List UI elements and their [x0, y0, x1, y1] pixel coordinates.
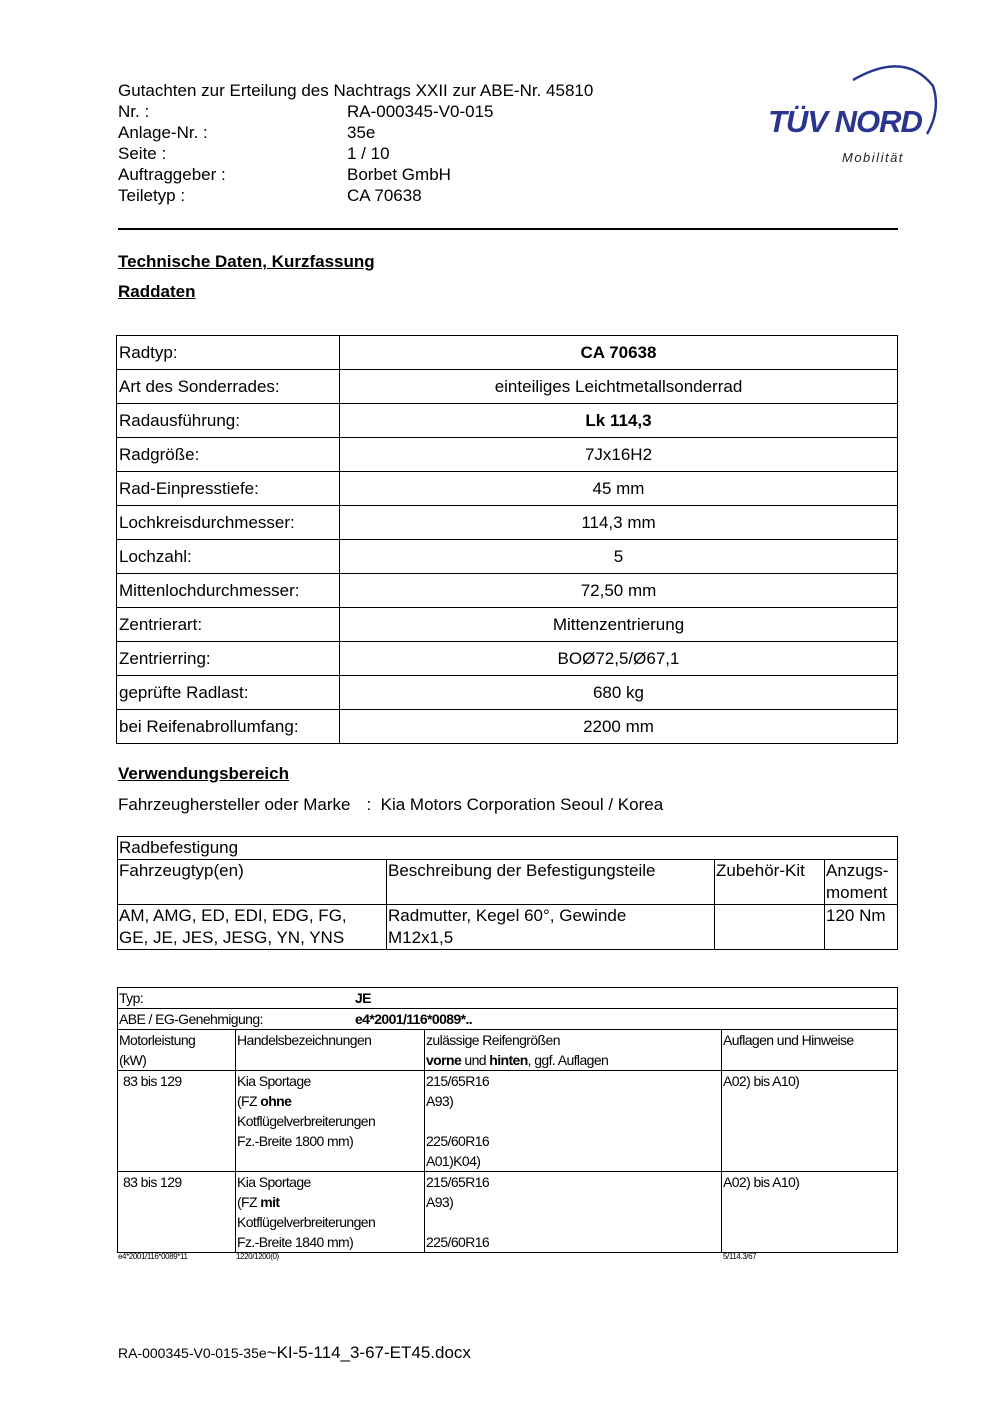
- row-value: Mittenzentrierung: [340, 608, 898, 642]
- header-line: Motorleistung: [119, 1032, 196, 1048]
- table-row: [117, 574, 898, 608]
- cell-line: [237, 1091, 423, 1111]
- column-header-reifengroessen: [425, 1030, 722, 1071]
- cell-text: (FZ: [237, 1194, 261, 1210]
- table-row: [117, 540, 898, 574]
- cell-line: A93): [426, 1194, 454, 1210]
- cell-bold: mit: [260, 1194, 280, 1210]
- row-key: Radgröße:: [117, 438, 340, 472]
- cell-line: 215/65R16: [426, 1073, 490, 1089]
- cell-text: (FZ: [237, 1093, 261, 1109]
- cell-line: Fz.-Breite 1840 mm): [237, 1234, 354, 1250]
- table-row: [117, 472, 898, 506]
- table-row: [117, 438, 898, 472]
- header-line: [426, 1050, 720, 1070]
- table-row: [117, 404, 898, 438]
- manufacturer-separator: :: [366, 795, 372, 814]
- column-header-auflagen: Auflagen und Hinweise: [722, 1030, 898, 1071]
- auflagen-cell: A02) bis A10): [722, 1172, 898, 1253]
- logo-brand: TÜV NORD: [768, 104, 922, 139]
- footnote-pcd: 5/114.3/67: [723, 1252, 757, 1261]
- cell-line: AM, AMG, ED, EDI, EDG, FG,: [119, 906, 347, 925]
- header-text: und: [461, 1052, 490, 1068]
- header-value: CA 70638: [347, 186, 422, 205]
- cell-line: 225/60R16: [426, 1133, 490, 1149]
- row-value: Lk 114,3: [340, 404, 898, 438]
- row-value: 72,50 mm: [340, 574, 898, 608]
- typ-row: [118, 988, 898, 1009]
- manufacturer-value: Kia Motors Corporation Seoul / Korea: [380, 795, 664, 814]
- cell-line: Kotflügelverbreiterungen: [237, 1214, 376, 1230]
- cell-line: A93): [426, 1093, 454, 1109]
- tuv-nord-logo: [765, 58, 940, 168]
- header-label: Anlage-Nr. :: [118, 123, 208, 142]
- manufacturer-label: Fahrzeughersteller oder Marke: [118, 795, 351, 814]
- table-row: [117, 642, 898, 676]
- row-value: 680 kg: [340, 676, 898, 710]
- cell-bold: ohne: [260, 1093, 292, 1109]
- kw-cell: 83 bis 129: [118, 1172, 236, 1253]
- table-title: Radbefestigung: [118, 837, 898, 860]
- header-value: RA-000345-V0-015: [347, 102, 494, 121]
- cell-line: Kotflügelverbreiterungen: [237, 1113, 376, 1129]
- auflagen-cell: A02) bis A10): [722, 1071, 898, 1172]
- document-footer: [118, 1343, 471, 1363]
- typ-cell: [118, 988, 898, 1009]
- section-heading-tech: Technische Daten, Kurzfassung: [118, 252, 375, 271]
- column-header-line: moment: [826, 883, 888, 902]
- cell-line: [237, 1192, 423, 1212]
- cell-line: A01)K04): [426, 1153, 481, 1169]
- header-row-seite: [118, 143, 593, 164]
- anzugsmoment-cell: 120 Nm: [825, 905, 898, 950]
- logo-subtitle: Mobilität: [842, 150, 904, 165]
- footnote-approval: e4*2001/116*0089*11: [118, 1252, 188, 1261]
- handelsbezeichnung-cell: [236, 1172, 425, 1253]
- header-row-auftraggeber: [118, 164, 593, 185]
- header-line: (kW): [119, 1052, 147, 1068]
- column-header: Zubehör-Kit: [715, 860, 825, 905]
- row-key: geprüfte Radlast:: [117, 676, 340, 710]
- row-key: Radausführung:: [117, 404, 340, 438]
- column-header-handelsbezeichnungen: Handelsbezeichnungen: [236, 1030, 425, 1071]
- row-key: Radtyp:: [117, 336, 340, 370]
- table-row: [118, 1172, 898, 1253]
- row-key: Lochzahl:: [117, 540, 340, 574]
- document-header: [118, 80, 593, 206]
- abe-row: [118, 1009, 898, 1030]
- header-label: Nr. :: [118, 102, 150, 121]
- cell-line: GE, JE, JES, JESG, YN, YNS: [119, 928, 345, 947]
- typ-table: [117, 987, 898, 1253]
- section-heading-verwendungsbereich: Verwendungsbereich: [118, 764, 289, 783]
- header-label: Teiletyp :: [118, 186, 186, 205]
- manufacturer-line: [118, 795, 663, 815]
- zubehoer-kit-cell: [715, 905, 825, 950]
- typ-label: Typ:: [119, 990, 144, 1006]
- table-row: [117, 608, 898, 642]
- abe-value: e4*2001/116*0089*..: [355, 1011, 473, 1027]
- column-header-motorleistung: [118, 1030, 236, 1071]
- row-key: bei Reifenabrollumfang:: [117, 710, 340, 744]
- beschreibung-cell: [387, 905, 715, 950]
- row-key: Zentrierart:: [117, 608, 340, 642]
- table-row: [117, 506, 898, 540]
- table-row: [117, 710, 898, 744]
- header-row-anlage: [118, 122, 593, 143]
- table-title-row: [118, 837, 898, 860]
- handelsbezeichnung-cell: [236, 1071, 425, 1172]
- header-text: , ggf. Auflagen: [527, 1052, 609, 1068]
- fahrzeugtyp-cell: [118, 905, 387, 950]
- cell-line: M12x1,5: [388, 928, 454, 947]
- section-heading-raddaten: Raddaten: [118, 282, 196, 301]
- table-row: [117, 370, 898, 404]
- table-row: [118, 1071, 898, 1172]
- header-label: Auftraggeber :: [118, 165, 226, 184]
- table-header-row: [118, 860, 898, 905]
- row-key: Zentrierring:: [117, 642, 340, 676]
- cell-line: Fz.-Breite 1800 mm): [237, 1133, 354, 1149]
- kw-cell: 83 bis 129: [118, 1071, 236, 1172]
- header-row-nr: [118, 101, 593, 122]
- column-header: Beschreibung der Befestigungsteile: [387, 860, 715, 905]
- footer-doc-id: RA-000345-V0-015-35e: [118, 1345, 267, 1361]
- header-value: Borbet GmbH: [347, 165, 451, 184]
- row-value: 114,3 mm: [340, 506, 898, 540]
- row-key: Art des Sonderrades:: [117, 370, 340, 404]
- table-row: [117, 336, 898, 370]
- cell-line: 225/60R16: [426, 1234, 490, 1250]
- reifen-cell: [425, 1172, 722, 1253]
- row-value: 45 mm: [340, 472, 898, 506]
- header-bold: hinten: [489, 1052, 528, 1068]
- cell-line: Radmutter, Kegel 60°, Gewinde: [388, 906, 627, 925]
- header-row-teiletyp: [118, 185, 593, 206]
- radbefestigung-table: [117, 836, 898, 950]
- header-line: zulässige Reifengrößen: [426, 1032, 560, 1048]
- abe-cell: [118, 1009, 898, 1030]
- abe-label: ABE / EG-Genehmigung:: [119, 1011, 263, 1027]
- footnote-load: 1220/1200(0): [236, 1252, 279, 1261]
- row-value: 7Jx16H2: [340, 438, 898, 472]
- row-key: Mittenlochdurchmesser:: [117, 574, 340, 608]
- row-value: CA 70638: [340, 336, 898, 370]
- row-value: BOØ72,5/Ø67,1: [340, 642, 898, 676]
- table-row: [118, 905, 898, 950]
- header-bold: vorne: [426, 1052, 462, 1068]
- row-value: 2200 mm: [340, 710, 898, 744]
- typ-value: JE: [355, 990, 371, 1006]
- header-label: Seite :: [118, 144, 167, 163]
- column-header-anzugsmoment: [825, 860, 898, 905]
- row-value: einteiliges Leichtmetallsonderrad: [340, 370, 898, 404]
- table-header-row: [118, 1030, 898, 1071]
- cell-line: 215/65R16: [426, 1174, 490, 1190]
- row-key: Lochkreisdurchmesser:: [117, 506, 340, 540]
- header-divider: [118, 228, 898, 230]
- table-row: [117, 676, 898, 710]
- reifen-cell: [425, 1071, 722, 1172]
- header-value: 1 / 10: [347, 144, 390, 163]
- footer-filename: ~KI-5-114_3-67-ET45.docx: [266, 1343, 471, 1362]
- header-value: 35e: [347, 123, 376, 142]
- column-header-line: Anzugs-: [826, 861, 889, 880]
- cell-line: Kia Sportage: [237, 1174, 311, 1190]
- column-header: Fahrzeugtyp(en): [118, 860, 387, 905]
- cell-line: Kia Sportage: [237, 1073, 311, 1089]
- document-title: Gutachten zur Erteilung des Nachtrags XXII zur ABE-Nr. 45810: [118, 81, 594, 100]
- row-key: Rad-Einpresstiefe:: [117, 472, 340, 506]
- raddaten-table: [116, 335, 898, 744]
- row-value: 5: [340, 540, 898, 574]
